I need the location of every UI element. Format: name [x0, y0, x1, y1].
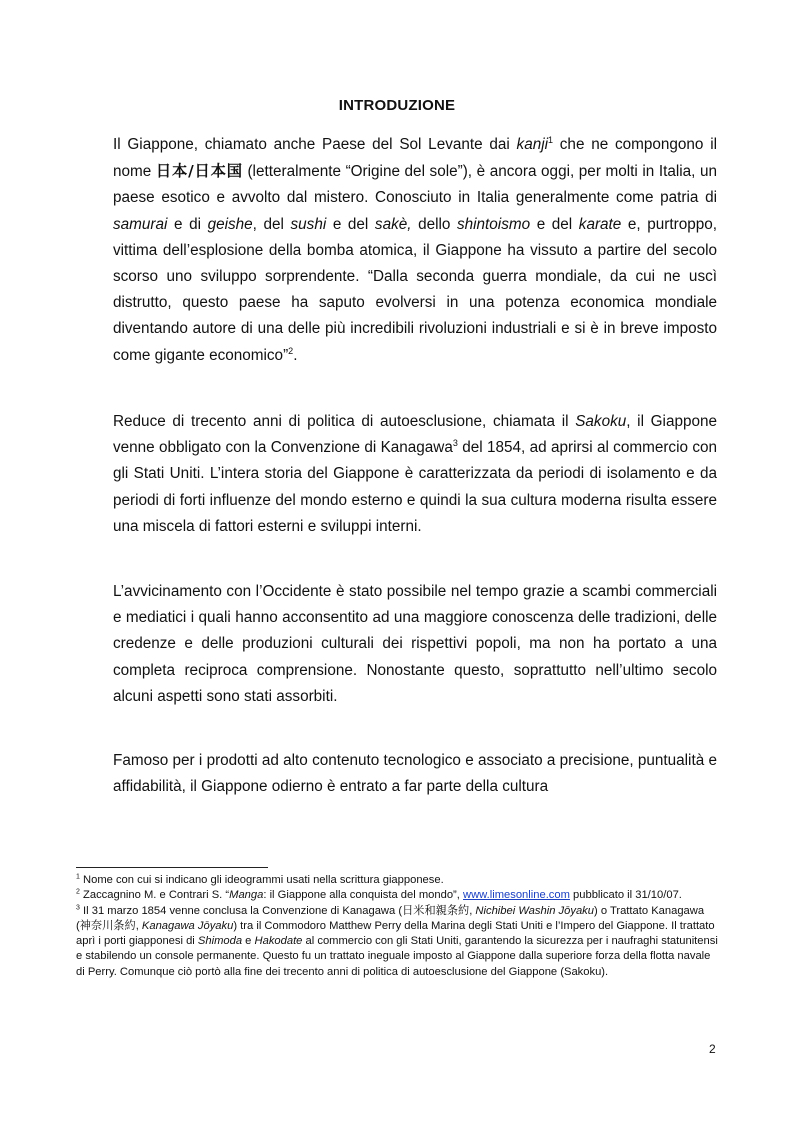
footnote-3-text-e: ) tra il Commodoro Matthew Perry della Marina degli Stati Uniti e l’Impero del Giappone. Il trattato aprì i porti giapponesi di: [76, 919, 715, 948]
paragraph-1: [113, 132, 717, 369]
footnote-3-text-a: Il 31 marzo 1854 venne conclusa la Convenzione di Kanagawa (: [79, 904, 403, 917]
footnotes: [76, 873, 718, 980]
p1-text-d: e di: [167, 215, 208, 233]
paragraph-3: L’avvicinamento con l’Occidente è stato possibile nel tempo grazie a scambi commerciali e mediatici i quali hanno acconsentito ad una maggiore conoscenza delle tradizioni, delle credenze e delle produzioni culturali dei rispettivi popoli, ma non ha portato a una completa reciproca comprensione. Nonostante questo, soprattutto nell’ultimo secolo alcuni aspetti sono stati assorbiti.: [113, 583, 717, 705]
limesonline-link[interactable]: www.limesonline.com: [463, 889, 570, 902]
footnote-1: [76, 873, 718, 888]
footnote-3-hakodate: Hakodate: [254, 935, 303, 948]
footnote-3-text-b: ,: [469, 904, 476, 917]
footnote-3-number: 3: [76, 903, 80, 911]
p1-kanji: kanji: [516, 136, 549, 153]
footnote-3: [76, 904, 718, 980]
p1-text-c: (letteralmente “Origine del sole”), è ancora oggi, per molti in Italia, un paese esotico e avvolto dal mistero. Conosciuto in Italia generalmente come patria di: [113, 163, 717, 207]
page-title: INTRODUZIONE: [338, 97, 456, 114]
p2-text-c: del 1854, ad aprirsi al commercio con gli Stati Uniti. L’intera storia del Giappone è caratterizzata da periodi di isolamento e da periodi di forti influenze del mondo esterno e quindi la sua cultura moderna risulta essere una miscela di fattori esterni e sviluppi interni.: [113, 439, 717, 535]
footnote-2-text-c: pubblicato il 31/10/07.: [569, 889, 682, 902]
footnote-3-cjk-1: 日米和親条約: [402, 904, 470, 917]
footnote-2-text-a: Zaccagnino M. e Contrari S. “: [79, 889, 230, 902]
p1-karate: karate: [578, 215, 622, 233]
footnote-3-text-g: al commercio con gli Stati Uniti, garantendo la sicurezza per i naufraghi statunitensi e stabilendo un console permanente. Questo fu un trattato ineguale imposto al Giappone dalla superiore forza della flotta navale di Perry. Comunque ciò portò alla fine dei trecento anni di politica di autoesclusione del Giappone (Sakoku).: [76, 935, 718, 978]
p1-text-j: .: [293, 346, 298, 364]
p1-sake: sakè,: [374, 215, 412, 233]
p1-text-b: che ne compongono il nome: [113, 136, 717, 181]
footnote-2-text-b: : il Giappone alla conquista del mondo”,: [263, 889, 463, 902]
p1-shintoismo: shintoismo: [456, 215, 531, 233]
p1-sushi: sushi: [290, 215, 327, 233]
footnote-3-text-f: e: [242, 935, 255, 948]
footnote-ref-1[interactable]: 1: [548, 134, 554, 145]
p1-text-e: , del: [252, 215, 291, 233]
footnote-2-number: 2: [76, 888, 80, 896]
footnote-3-cjk-2: 神奈川条約: [79, 919, 136, 932]
footnote-2-manga: Manga: [229, 889, 264, 902]
footnote-separator: [76, 867, 268, 868]
footnote-2: [76, 888, 718, 903]
footnote-3-italic-2: Kanagawa Jōyaku: [141, 919, 234, 932]
paragraph-4: Famoso per i prodotti ad alto contenuto tecnologico e associato a precisione, puntualità e affidabilità, il Giappone odierno è entrato a far parte della cultura: [113, 752, 717, 796]
p1-text-a: Il Giappone, chiamato anche Paese del Sol Levante dai: [113, 136, 517, 153]
p1-geishe: geishe: [207, 215, 253, 233]
footnote-1-number: 1: [76, 873, 80, 881]
p1-text-h: e del: [530, 215, 579, 233]
footnote-3-italic-1: Nichibei Washin Jōyaku: [475, 904, 594, 917]
p1-text-f: e del: [326, 215, 375, 233]
p2-text-b: , il Giappone venne obbligato con la Convenzione di Kanagawa: [113, 413, 717, 457]
p1-samurai: samurai: [113, 215, 168, 233]
page-number: 2: [709, 1042, 716, 1056]
p1-cjk-name: 日本/日本国: [155, 162, 243, 181]
footnote-3-text-c: ) o Trattato Kanagawa (: [76, 904, 705, 932]
p2-text-a: Reduce di trecento anni di politica di autoesclusione, chiamata il: [113, 413, 576, 430]
footnote-ref-2[interactable]: 2: [288, 345, 294, 356]
footnote-3-shimoda: Shimoda: [197, 935, 243, 948]
p2-sakoku: Sakoku: [575, 413, 627, 430]
footnote-1-text: Nome con cui si indicano gli ideogrammi usati nella scrittura giapponese.: [79, 874, 444, 886]
footnote-3-text-d: ,: [135, 919, 142, 932]
p1-text-g: dello: [411, 215, 457, 233]
p1-text-i: e, purtroppo, vittima dell’esplosione della bomba atomica, il Giappone ha vissuto a partire del secolo scorso uno sviluppo sorprendente. “Dalla seconda guerra mondiale, da cui ne uscì distrutto, questo paese ha saputo evolversi in una potenza economica mondiale diventando autore di una delle più incredibili rivoluzioni industriali e si è in breve imposto come gigante economico”: [113, 215, 717, 364]
paragraph-2: [113, 409, 717, 540]
footnote-ref-3[interactable]: 3: [452, 438, 458, 449]
